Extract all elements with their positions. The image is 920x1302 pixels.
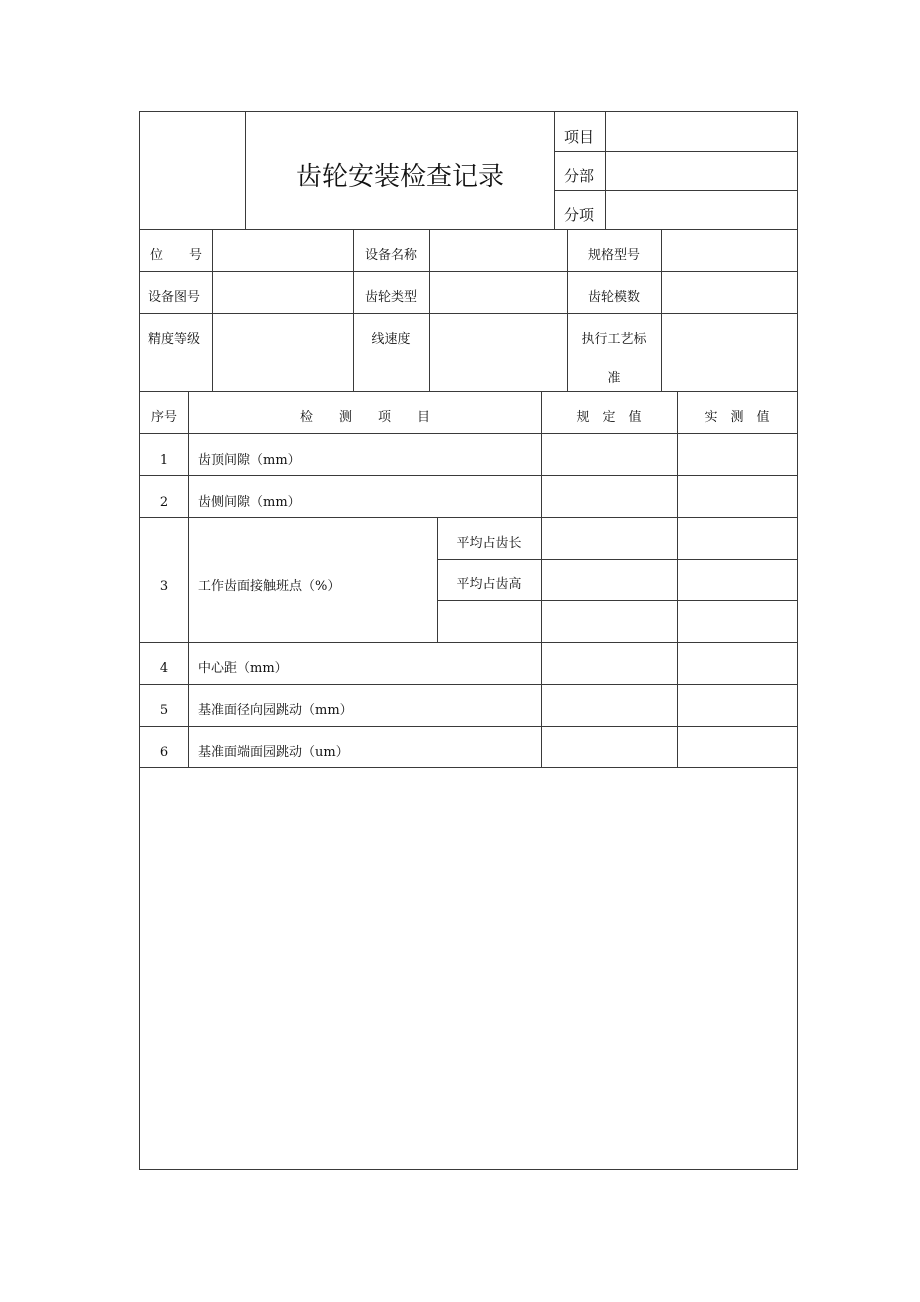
grid-line xyxy=(139,642,798,643)
gear-type-label: 齿轮类型 xyxy=(364,290,418,305)
grid-line xyxy=(567,229,568,392)
grid-line xyxy=(139,271,798,272)
row-no: 6 xyxy=(159,745,169,760)
grid-line xyxy=(797,111,798,1170)
grid-line xyxy=(139,517,798,518)
grid-line xyxy=(554,111,555,230)
row-item: 中心距（mm） xyxy=(198,661,288,676)
grid-line xyxy=(429,229,430,392)
grid-line xyxy=(437,517,438,643)
project-label: 项目 xyxy=(564,128,595,146)
page-title: 齿轮安装检查记录 xyxy=(295,162,505,192)
row-item: 基准面端面园跳动（um） xyxy=(198,745,349,760)
row-no: 5 xyxy=(159,703,169,718)
grid-line xyxy=(139,391,798,392)
grid-line xyxy=(188,391,189,768)
col-item-header: 检 测 项 目 xyxy=(299,410,431,425)
row-no: 3 xyxy=(159,579,169,594)
drawing-no-label: 设备图号 xyxy=(148,290,201,305)
grid-line xyxy=(139,475,798,476)
position-no-label: 位 号 xyxy=(150,248,203,263)
grid-line xyxy=(437,559,798,560)
precision-grade-label: 精度等级 xyxy=(148,332,201,347)
grid-line xyxy=(605,111,606,230)
col-specified-header: 规 定 值 xyxy=(576,410,642,425)
grid-line xyxy=(245,111,246,230)
grid-line xyxy=(353,229,354,392)
grid-line xyxy=(139,229,798,230)
subitem-label: 分项 xyxy=(564,206,595,224)
grid-line xyxy=(554,190,798,191)
row-subitem: 平均占齿长 xyxy=(456,536,522,551)
row-item: 齿侧间隙（mm） xyxy=(198,495,301,510)
grid-line xyxy=(139,313,798,314)
grid-line xyxy=(554,151,798,152)
grid-line xyxy=(139,726,798,727)
grid-line xyxy=(212,229,213,392)
row-subitem: 平均占齿高 xyxy=(456,577,522,592)
row-item: 基准面径向园跳动（mm） xyxy=(198,703,353,718)
row-item: 齿顶间隙（mm） xyxy=(198,453,301,468)
grid-line xyxy=(661,229,662,392)
grid-line xyxy=(139,111,140,1170)
grid-line xyxy=(139,111,798,112)
grid-line xyxy=(139,684,798,685)
grid-line xyxy=(677,391,678,768)
standard-label-cont: 准 xyxy=(607,371,621,386)
row-no: 1 xyxy=(159,453,169,468)
line-speed-label: 线速度 xyxy=(371,332,411,347)
gear-module-label: 齿轮模数 xyxy=(587,290,641,305)
grid-line xyxy=(139,767,798,768)
grid-line xyxy=(139,1169,798,1170)
row-no: 2 xyxy=(159,495,169,510)
division-label: 分部 xyxy=(564,167,595,185)
row-item: 工作齿面接触班点（%） xyxy=(198,579,341,594)
grid-line xyxy=(437,600,798,601)
standard-label: 执行工艺标 xyxy=(581,332,647,347)
grid-line xyxy=(139,433,798,434)
grid-line xyxy=(541,391,542,768)
row-no: 4 xyxy=(159,661,169,676)
spec-model-label: 规格型号 xyxy=(587,248,641,263)
equipment-name-label: 设备名称 xyxy=(364,248,418,263)
col-no-header: 序号 xyxy=(150,410,178,425)
col-measured-header: 实 测 值 xyxy=(704,410,770,425)
